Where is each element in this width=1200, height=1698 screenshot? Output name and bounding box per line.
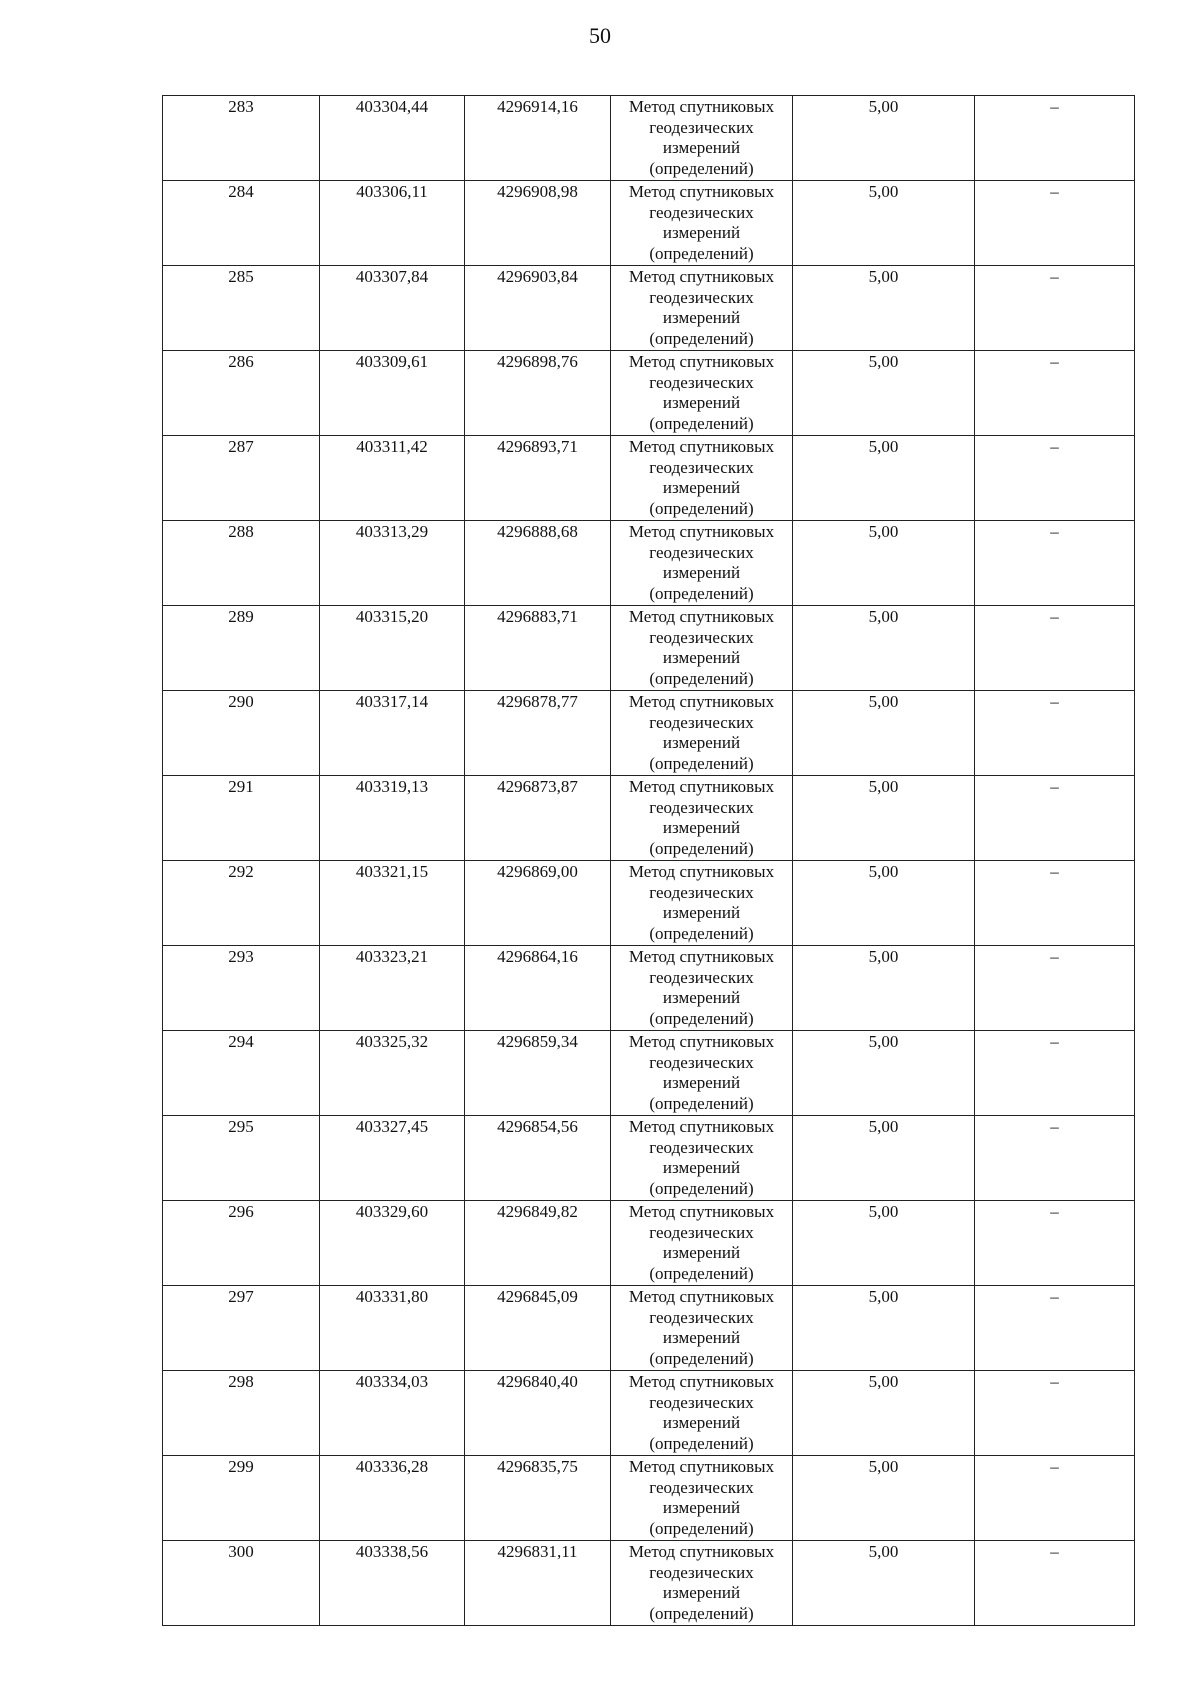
x-coordinate-cell [320, 181, 465, 266]
y-coordinate-value: 4296864,16 [497, 947, 578, 966]
point-number-cell [163, 181, 320, 266]
method-value: Метод спутниковых геодезических измерений (определений) [628, 862, 775, 943]
x-coordinate-cell [320, 1456, 465, 1541]
accuracy-value: 5,00 [868, 352, 899, 371]
table-row [163, 861, 1135, 946]
point-number-cell [163, 776, 320, 861]
x-coordinate-value: 403311,42 [356, 437, 428, 456]
method-cell [611, 861, 793, 946]
note-value: – [1050, 1287, 1059, 1306]
method-cell [611, 606, 793, 691]
point-number-cell [163, 1371, 320, 1456]
point-number-value: 290 [228, 692, 254, 711]
point-number-cell [163, 96, 320, 181]
method-value: Метод спутниковых геодезических измерений (определений) [628, 1117, 775, 1198]
x-coordinate-cell [320, 521, 465, 606]
accuracy-cell [793, 436, 975, 521]
y-coordinate-cell [465, 1286, 611, 1371]
note-cell [975, 1541, 1135, 1626]
method-value: Метод спутниковых геодезических измерений (определений) [628, 947, 775, 1028]
method-cell [611, 691, 793, 776]
note-value: – [1050, 607, 1059, 626]
note-value: – [1050, 1032, 1059, 1051]
note-value: – [1050, 947, 1059, 966]
note-cell [975, 351, 1135, 436]
y-coordinate-value: 4296898,76 [497, 352, 578, 371]
accuracy-cell [793, 691, 975, 776]
note-cell [975, 1201, 1135, 1286]
method-value: Метод спутниковых геодезических измерений (определений) [628, 97, 775, 178]
y-coordinate-value: 4296908,98 [497, 182, 578, 201]
y-coordinate-cell [465, 521, 611, 606]
y-coordinate-cell [465, 861, 611, 946]
note-value: – [1050, 267, 1059, 286]
note-value: – [1050, 437, 1059, 456]
x-coordinate-cell [320, 1371, 465, 1456]
method-cell [611, 1541, 793, 1626]
note-value: – [1050, 1202, 1059, 1221]
method-value: Метод спутниковых геодезических измерений (определений) [628, 1032, 775, 1113]
accuracy-value: 5,00 [868, 1372, 899, 1391]
note-cell [975, 96, 1135, 181]
x-coordinate-value: 403317,14 [355, 692, 429, 711]
x-coordinate-value: 403309,61 [355, 352, 429, 371]
point-number-value: 297 [228, 1287, 254, 1306]
accuracy-cell [793, 1116, 975, 1201]
point-number-cell [163, 861, 320, 946]
table-row [163, 691, 1135, 776]
x-coordinate-value: 403321,15 [355, 862, 429, 881]
point-number-value: 292 [228, 862, 254, 881]
method-cell [611, 1116, 793, 1201]
point-number-value: 298 [228, 1372, 254, 1391]
x-coordinate-cell [320, 1541, 465, 1626]
y-coordinate-value: 4296849,82 [497, 1202, 578, 1221]
table-row [163, 436, 1135, 521]
accuracy-value: 5,00 [868, 1032, 899, 1051]
y-coordinate-value: 4296859,34 [497, 1032, 578, 1051]
method-cell [611, 351, 793, 436]
method-cell [611, 1201, 793, 1286]
point-number-cell [163, 1201, 320, 1286]
method-cell [611, 946, 793, 1031]
y-coordinate-value: 4296903,84 [497, 267, 578, 286]
method-cell [611, 436, 793, 521]
method-value: Метод спутниковых геодезических измерений (определений) [628, 267, 775, 348]
coordinates-table [162, 95, 1135, 1626]
x-coordinate-cell [320, 1116, 465, 1201]
note-cell [975, 776, 1135, 861]
method-value: Метод спутниковых геодезических измерений (определений) [628, 352, 775, 433]
x-coordinate-value: 403336,28 [355, 1457, 429, 1476]
method-value: Метод спутниковых геодезических измерений (определений) [628, 1202, 775, 1283]
x-coordinate-value: 403331,80 [355, 1287, 429, 1306]
table-row [163, 1031, 1135, 1116]
y-coordinate-value: 4296914,16 [497, 97, 578, 116]
accuracy-value: 5,00 [868, 267, 899, 286]
point-number-value: 288 [228, 522, 254, 541]
note-value: – [1050, 1457, 1059, 1476]
note-cell [975, 861, 1135, 946]
accuracy-cell [793, 776, 975, 861]
accuracy-cell [793, 946, 975, 1031]
point-number-cell [163, 1031, 320, 1116]
y-coordinate-value: 4296873,87 [497, 777, 578, 796]
method-value: Метод спутниковых геодезических измерений (определений) [628, 1372, 775, 1453]
table-row [163, 946, 1135, 1031]
point-number-value: 283 [228, 97, 254, 116]
x-coordinate-cell [320, 436, 465, 521]
accuracy-value: 5,00 [868, 862, 899, 881]
y-coordinate-value: 4296869,00 [497, 862, 578, 881]
y-coordinate-cell [465, 181, 611, 266]
point-number-cell [163, 691, 320, 776]
x-coordinate-cell [320, 946, 465, 1031]
note-value: – [1050, 692, 1059, 711]
table-row [163, 181, 1135, 266]
table-row [163, 776, 1135, 861]
method-cell [611, 1371, 793, 1456]
x-coordinate-cell [320, 1201, 465, 1286]
y-coordinate-cell [465, 1201, 611, 1286]
method-cell [611, 1456, 793, 1541]
method-cell [611, 96, 793, 181]
table-row [163, 1456, 1135, 1541]
x-coordinate-value: 403313,29 [355, 522, 429, 541]
accuracy-cell [793, 861, 975, 946]
accuracy-value: 5,00 [868, 777, 899, 796]
accuracy-cell [793, 351, 975, 436]
table-row [163, 1201, 1135, 1286]
method-value: Метод спутниковых геодезических измерений (определений) [628, 182, 775, 263]
method-cell [611, 776, 793, 861]
x-coordinate-cell [320, 1286, 465, 1371]
method-value: Метод спутниковых геодезических измерений (определений) [628, 607, 775, 688]
y-coordinate-value: 4296854,56 [497, 1117, 578, 1136]
method-value: Метод спутниковых геодезических измерений (определений) [628, 1287, 775, 1368]
accuracy-value: 5,00 [868, 1117, 899, 1136]
table-row [163, 351, 1135, 436]
accuracy-value: 5,00 [868, 437, 899, 456]
point-number-cell [163, 1286, 320, 1371]
point-number-value: 289 [228, 607, 254, 626]
note-cell [975, 1286, 1135, 1371]
accuracy-cell [793, 181, 975, 266]
note-cell [975, 1456, 1135, 1541]
note-cell [975, 181, 1135, 266]
table-row [163, 606, 1135, 691]
accuracy-value: 5,00 [868, 522, 899, 541]
accuracy-value: 5,00 [868, 692, 899, 711]
x-coordinate-value: 403306,11 [356, 182, 428, 201]
x-coordinate-value: 403304,44 [355, 97, 429, 116]
note-value: – [1050, 522, 1059, 541]
method-cell [611, 1031, 793, 1116]
method-value: Метод спутниковых геодезических измерений (определений) [628, 777, 775, 858]
point-number-value: 284 [228, 182, 254, 201]
accuracy-value: 5,00 [868, 1202, 899, 1221]
y-coordinate-value: 4296835,75 [497, 1457, 578, 1476]
table-row [163, 521, 1135, 606]
y-coordinate-cell [465, 606, 611, 691]
x-coordinate-value: 403334,03 [355, 1372, 429, 1391]
point-number-cell [163, 1456, 320, 1541]
x-coordinate-value: 403329,60 [355, 1202, 429, 1221]
y-coordinate-cell [465, 691, 611, 776]
note-value: – [1050, 862, 1059, 881]
x-coordinate-cell [320, 691, 465, 776]
point-number-cell [163, 606, 320, 691]
table-row [163, 96, 1135, 181]
page-number: 50 [589, 23, 611, 48]
point-number-cell [163, 351, 320, 436]
x-coordinate-cell [320, 1031, 465, 1116]
y-coordinate-value: 4296883,71 [497, 607, 578, 626]
note-cell [975, 1371, 1135, 1456]
x-coordinate-value: 403327,45 [355, 1117, 429, 1136]
point-number-value: 300 [228, 1542, 254, 1561]
method-cell [611, 266, 793, 351]
y-coordinate-cell [465, 1116, 611, 1201]
point-number-value: 286 [228, 352, 254, 371]
accuracy-cell [793, 1371, 975, 1456]
accuracy-value: 5,00 [868, 97, 899, 116]
x-coordinate-value: 403338,56 [355, 1542, 429, 1561]
point-number-cell [163, 1541, 320, 1626]
method-cell [611, 181, 793, 266]
x-coordinate-value: 403323,21 [355, 947, 429, 966]
y-coordinate-value: 4296878,77 [497, 692, 578, 711]
point-number-value: 291 [228, 777, 254, 796]
point-number-value: 296 [228, 1202, 254, 1221]
method-cell [611, 521, 793, 606]
accuracy-value: 5,00 [868, 947, 899, 966]
x-coordinate-value: 403315,20 [355, 607, 429, 626]
accuracy-value: 5,00 [868, 607, 899, 626]
point-number-cell [163, 266, 320, 351]
method-cell [611, 1286, 793, 1371]
note-cell [975, 1031, 1135, 1116]
y-coordinate-cell [465, 96, 611, 181]
note-cell [975, 1116, 1135, 1201]
note-value: – [1050, 1542, 1059, 1561]
table-row [163, 1286, 1135, 1371]
note-value: – [1050, 1117, 1059, 1136]
x-coordinate-value: 403325,32 [355, 1032, 429, 1051]
note-value: – [1050, 777, 1059, 796]
note-cell [975, 946, 1135, 1031]
table-row [163, 1116, 1135, 1201]
point-number-value: 294 [228, 1032, 254, 1051]
x-coordinate-value: 403319,13 [355, 777, 429, 796]
point-number-cell [163, 521, 320, 606]
table-row [163, 1541, 1135, 1626]
accuracy-cell [793, 266, 975, 351]
point-number-value: 299 [228, 1457, 254, 1476]
y-coordinate-cell [465, 776, 611, 861]
point-number-cell [163, 946, 320, 1031]
note-value: – [1050, 182, 1059, 201]
method-value: Метод спутниковых геодезических измерений (определений) [628, 1457, 775, 1538]
point-number-cell [163, 1116, 320, 1201]
point-number-value: 287 [228, 437, 254, 456]
accuracy-cell [793, 1201, 975, 1286]
accuracy-cell [793, 96, 975, 181]
note-cell [975, 266, 1135, 351]
method-value: Метод спутниковых геодезических измерений (определений) [628, 1542, 775, 1623]
point-number-value: 293 [228, 947, 254, 966]
accuracy-cell [793, 521, 975, 606]
x-coordinate-cell [320, 96, 465, 181]
y-coordinate-cell [465, 1031, 611, 1116]
point-number-cell [163, 436, 320, 521]
table-body [163, 96, 1135, 1626]
y-coordinate-value: 4296893,71 [497, 437, 578, 456]
x-coordinate-cell [320, 266, 465, 351]
note-cell [975, 436, 1135, 521]
accuracy-cell [793, 1456, 975, 1541]
accuracy-value: 5,00 [868, 182, 899, 201]
y-coordinate-cell [465, 351, 611, 436]
table-row [163, 266, 1135, 351]
note-cell [975, 691, 1135, 776]
x-coordinate-cell [320, 606, 465, 691]
y-coordinate-value: 4296831,11 [497, 1542, 578, 1561]
accuracy-cell [793, 606, 975, 691]
accuracy-value: 5,00 [868, 1287, 899, 1306]
x-coordinate-cell [320, 776, 465, 861]
accuracy-value: 5,00 [868, 1457, 899, 1476]
y-coordinate-cell [465, 946, 611, 1031]
point-number-value: 285 [228, 267, 254, 286]
point-number-value: 295 [228, 1117, 254, 1136]
note-value: – [1050, 97, 1059, 116]
accuracy-cell [793, 1541, 975, 1626]
y-coordinate-cell [465, 436, 611, 521]
y-coordinate-cell [465, 1371, 611, 1456]
accuracy-cell [793, 1286, 975, 1371]
note-cell [975, 521, 1135, 606]
y-coordinate-cell [465, 266, 611, 351]
note-cell [975, 606, 1135, 691]
y-coordinate-value: 4296840,40 [497, 1372, 578, 1391]
x-coordinate-value: 403307,84 [355, 267, 429, 286]
method-value: Метод спутниковых геодезических измерений (определений) [628, 437, 775, 518]
method-value: Метод спутниковых геодезических измерений (определений) [628, 692, 775, 773]
x-coordinate-cell [320, 861, 465, 946]
note-value: – [1050, 352, 1059, 371]
method-value: Метод спутниковых геодезических измерений (определений) [628, 522, 775, 603]
note-value: – [1050, 1372, 1059, 1391]
table-row [163, 1371, 1135, 1456]
y-coordinate-cell [465, 1541, 611, 1626]
accuracy-value: 5,00 [868, 1542, 899, 1561]
x-coordinate-cell [320, 351, 465, 436]
accuracy-cell [793, 1031, 975, 1116]
y-coordinate-value: 4296888,68 [497, 522, 578, 541]
y-coordinate-cell [465, 1456, 611, 1541]
y-coordinate-value: 4296845,09 [497, 1287, 578, 1306]
